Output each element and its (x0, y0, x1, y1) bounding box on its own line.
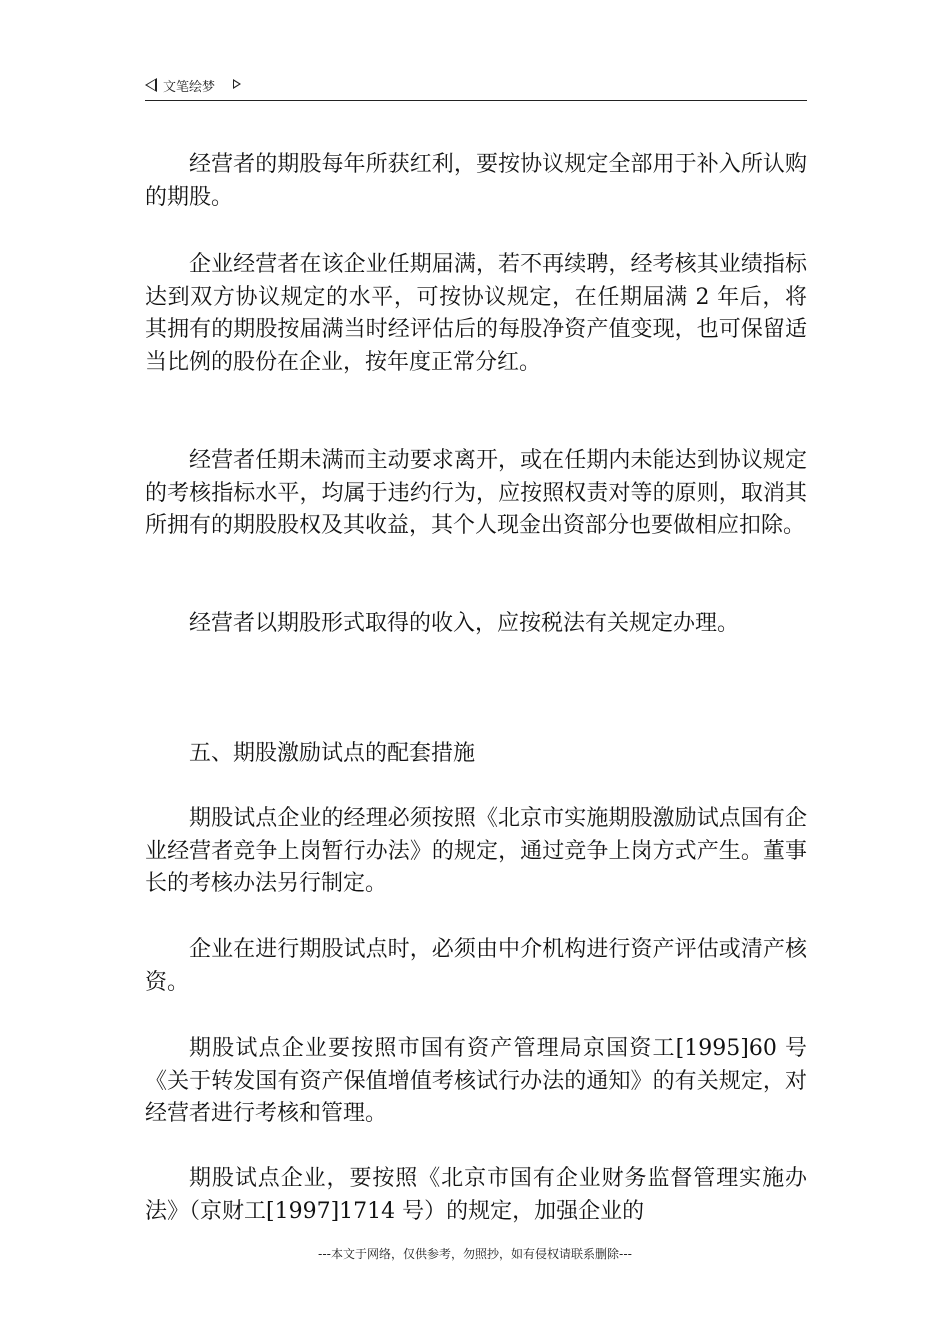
paragraph-financial-supervision: 期股试点企业，要按照《北京市国有企业财务监督管理实施办法》（京财工[1997]1714 号）的规定，加强企业的 (145, 1166, 807, 1224)
triangle-left-icon (145, 78, 157, 92)
header-title: 文笔绘梦 (163, 80, 216, 95)
page-footer: ---本文于网络，仅供参考，勿照抄，如有侵权请联系删除--- (318, 1247, 632, 1261)
paragraph-asset-evaluation: 企业在进行期股试点时，必须由中介机构进行资产评估或清产核资。 (145, 937, 807, 995)
page-header (145, 72, 807, 101)
paragraph-competition: 期股试点企业的经理必须按照《北京市实施期股激励试点国有企业经营者竞争上岗暂行办法》的规定，通过竞争上岗方式产生。董事长的考核办法另行制定。 (145, 806, 807, 896)
paragraph-assessment: 期股试点企业要按照市国有资产管理局京国资工[1995]60 号《关于转发国有资产保值增值考核试行办法的通知》的有关规定，对经营者进行考核和管理。 (145, 1036, 807, 1126)
paragraph-tax: 经营者以期股形式取得的收入，应按税法有关规定办理。 (189, 611, 740, 636)
paragraph-term-expiry: 企业经营者在该企业任期届满，若不再续聘，经考核其业绩指标达到双方协议规定的水平，可按协议规定，在任期届满 2 年后，将其拥有的期股按届满当时经评估后的每股净资产值变现，也可保留适当比例的股份在企业，按年度正常分红。 (145, 252, 807, 375)
paragraph-dividend: 经营者的期股每年所获红利，要按协议规定全部用于补入所认购的期股。 (145, 152, 807, 210)
paragraph-breach: 经营者任期未满而主动要求离开，或在任期内未能达到协议规定的考核指标水平，均属于违约行为，应按照权责对等的原则，取消其所拥有的期股股权及其收益，其个人现金出资部分也要做相应扣除。 (145, 448, 807, 538)
section-heading: 五、期股激励试点的配套措施 (189, 741, 476, 766)
triangle-right-icon (233, 79, 241, 89)
